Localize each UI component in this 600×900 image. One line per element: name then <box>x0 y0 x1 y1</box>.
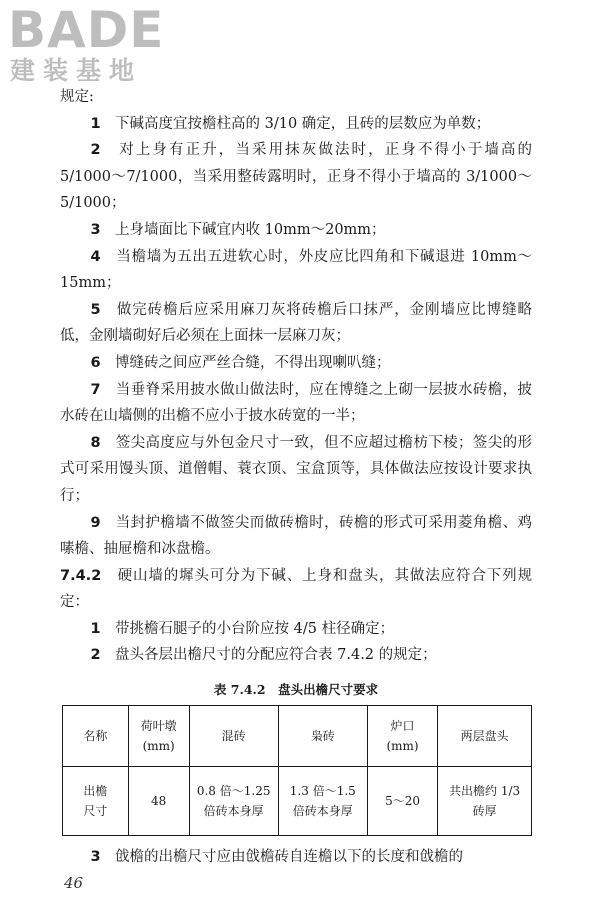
clause-text: 上身墙面比下碱宜内收 10mm～20mm； <box>115 221 386 238</box>
clause-number: 8 <box>90 434 101 451</box>
table-header-cell: 荷叶墩 (mm) <box>128 706 189 767</box>
clause-item <box>60 377 532 430</box>
clause-text: 博缝砖之间应严丝合缝，不得出现喇叭缝； <box>115 354 391 371</box>
section-text: 硬山墙的墀头可分为下碱、上身和盘头，其做法应符合下列规定： <box>60 567 532 611</box>
table-header-cell: 名称 <box>63 706 129 767</box>
clause-item <box>60 616 532 643</box>
clause-number: 6 <box>90 354 101 371</box>
clause-number: 3 <box>90 221 101 238</box>
table-cell: 1.3 倍～1.5 倍砖本身厚 <box>278 767 367 836</box>
clause-number: 7 <box>90 381 101 398</box>
clause-item <box>60 510 532 563</box>
section-clause <box>60 563 532 616</box>
clause-text: 下碱高度宜按檐柱高的 3/10 确定，且砖的层数应为单数； <box>115 115 491 132</box>
clause-item <box>60 430 532 510</box>
clause-item <box>60 297 532 350</box>
brand-logo <box>8 1 165 86</box>
table-cell: 48 <box>128 767 189 836</box>
table-title: 表 7.4.2 盘头出檐尺寸要求 <box>213 682 379 698</box>
table-header-cell: 混砖 <box>189 706 278 767</box>
table-header-cell: 炉口 (mm) <box>367 706 437 767</box>
clause-item <box>60 844 532 871</box>
clause-text: 当垂脊采用披水做山做法时，应在博缝之上砌一层披水砖檐，披水砖在山墙侧的出檐不应小于披水砖宽的一半； <box>60 381 533 425</box>
table-header-cell: 枭砖 <box>278 706 367 767</box>
clause-number: 9 <box>90 514 101 531</box>
clause-text: 签尖高度应与外包金尺寸一致，但不应超过檐枋下棱；签尖的形式可采用馒头顶、道僧帽、蓑衣顶、宝盒顶等，具体做法应按设计要求执行； <box>60 434 533 504</box>
clause-text: 盘头各层出檐尺寸的分配应符合表 7.4.2 的规定； <box>115 647 437 664</box>
table-row <box>63 767 532 836</box>
clause-list-a <box>60 111 532 563</box>
page-number: 46 <box>64 874 84 892</box>
clause-text: 戗檐的出檐尺寸应由戗檐砖自连檐以下的长度和戗檐的 <box>115 849 464 866</box>
table-cell: 5～20 <box>367 767 437 836</box>
logo-wordmark: BADE <box>8 1 165 59</box>
table-cell: 出檐 尺寸 <box>63 767 129 836</box>
section-number: 7.4.2 <box>60 567 102 584</box>
clause-number: 5 <box>90 301 101 318</box>
clause-item <box>60 642 532 669</box>
table-header-cell: 两层盘头 <box>438 706 532 767</box>
clause-number: 2 <box>90 142 101 159</box>
table-cell: 0.8 倍～1.25 倍砖本身厚 <box>189 767 278 836</box>
clause-item <box>60 217 532 244</box>
intro-line: 规定: <box>60 89 94 105</box>
clause-text: 当封护檐墙不做签尖而做砖檐时，砖檐的形式可采用菱角檐、鸡嗉檐、抽屉檐和冰盘檐。 <box>60 514 533 558</box>
clause-number: 1 <box>90 620 101 637</box>
clause-text: 带挑檐石腿子的小台阶应按 4/5 柱径确定； <box>115 620 395 637</box>
clause-item <box>60 244 532 297</box>
logo-subtitle: 建装基地 <box>10 56 143 85</box>
clause-number: 3 <box>90 849 101 866</box>
clause-number: 4 <box>90 248 101 265</box>
document-body <box>60 84 532 871</box>
clause-text: 做完砖檐后应采用麻刀灰将砖檐后口抹严，金刚墙应比博缝略低，金刚墙砌好后必须在上面抹一层麻刀灰； <box>60 301 533 345</box>
table-header-row <box>63 706 532 767</box>
dimension-table <box>62 705 532 836</box>
clause-item <box>60 137 532 217</box>
table-cell: 共出檐约 1/3 砖厚 <box>438 767 532 836</box>
clause-text: 对上身有正升，当采用抹灰做法时，正身不得小于墙高的 5/1000～7/1000，当采用整砖露明时，正身不得小于墙高的 3/1000～5/1000； <box>60 142 533 212</box>
clause-item <box>60 111 532 138</box>
clause-item <box>60 350 532 377</box>
clause-list-b <box>60 616 532 669</box>
clause-number: 2 <box>90 647 101 664</box>
clause-number: 1 <box>90 115 101 132</box>
clause-text: 当檐墙为五出五进软心时，外皮应比四角和下碱退进 10mm～15mm； <box>60 248 533 292</box>
